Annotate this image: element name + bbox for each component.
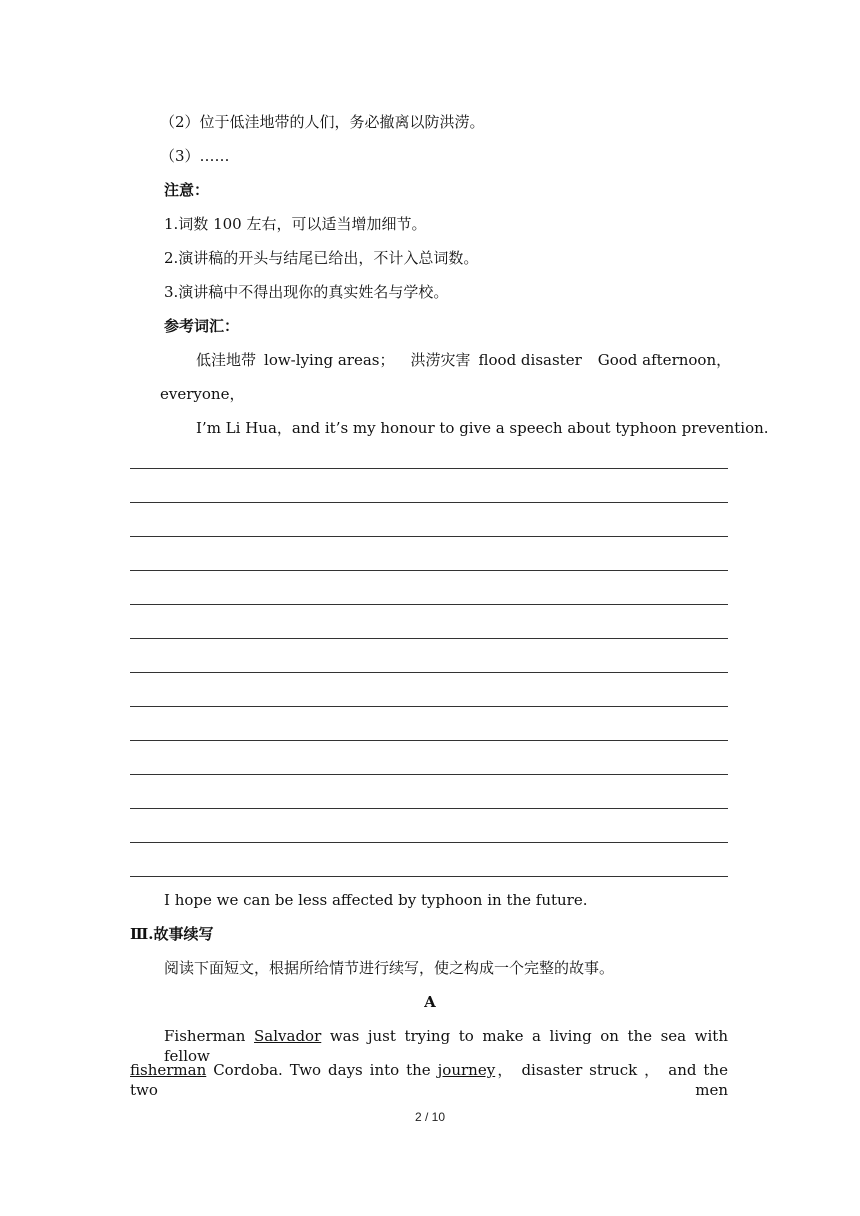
answer-line[interactable]: [130, 706, 728, 707]
section-3-heading: Ⅲ.故事续写: [130, 925, 214, 943]
passage-text: was just trying to make a living on the sea with fellow: [164, 1027, 728, 1065]
answer-line[interactable]: [130, 808, 728, 809]
answer-line[interactable]: [130, 672, 728, 673]
answer-line[interactable]: [130, 638, 728, 639]
vocab-line: [196, 350, 731, 370]
prompt-item-3: （3）……: [160, 147, 230, 165]
passage-text: ， disaster struck ， and the two men: [130, 1061, 728, 1099]
note-item-2: 2.演讲稿的开头与结尾已给出，不计入总词数。: [164, 249, 479, 267]
vocab-term-2-chinese: 洪涝灾害: [410, 351, 471, 369]
answer-line[interactable]: [130, 536, 728, 537]
passage-text: Cordoba. Two days into the: [213, 1061, 431, 1079]
speech-greeting-start: Good afternoon，: [597, 351, 732, 369]
passage-label: A: [424, 993, 436, 1011]
answer-line[interactable]: [130, 502, 728, 503]
vocab-heading: 参考词汇：: [164, 317, 240, 335]
underlined-word: fisherman: [130, 1061, 207, 1079]
underlined-name: Salvador: [254, 1027, 322, 1045]
vocab-term-2-english: flood disaster: [478, 351, 582, 369]
answer-line[interactable]: [130, 570, 728, 571]
notes-heading: 注意：: [164, 181, 210, 199]
vocab-term-1-english: low-lying areas；: [264, 351, 395, 369]
speech-closing: I hope we can be less affected by typhoon in the future.: [164, 891, 588, 909]
answer-line[interactable]: [130, 842, 728, 843]
prompt-item-2: （2）位于低洼地带的人们，务必撤离以防洪涝。: [160, 113, 485, 131]
section-3-instruction: 阅读下面短文，根据所给情节进行续写，使之构成一个完整的故事。: [164, 959, 615, 977]
answer-line[interactable]: [130, 774, 728, 775]
vocab-term-1-chinese: 低洼地带: [196, 351, 257, 369]
passage-text: Fisherman: [164, 1027, 246, 1045]
answer-line[interactable]: [130, 876, 728, 877]
speech-intro: I’m Li Hua，and it’s my honour to give a speech about typhoon prevention.: [196, 419, 769, 437]
passage-line-2: [130, 1060, 728, 1100]
speech-greeting-end: everyone，: [160, 385, 245, 403]
answer-line[interactable]: [130, 468, 728, 469]
note-item-3: 3.演讲稿中不得出现你的真实姓名与学校。: [164, 283, 449, 301]
underlined-word: journey: [437, 1061, 496, 1079]
page-number: 2 / 10: [414, 1110, 446, 1124]
answer-line[interactable]: [130, 604, 728, 605]
answer-line[interactable]: [130, 740, 728, 741]
note-item-1: 1.词数 100 左右，可以适当增加细节。: [164, 215, 427, 233]
